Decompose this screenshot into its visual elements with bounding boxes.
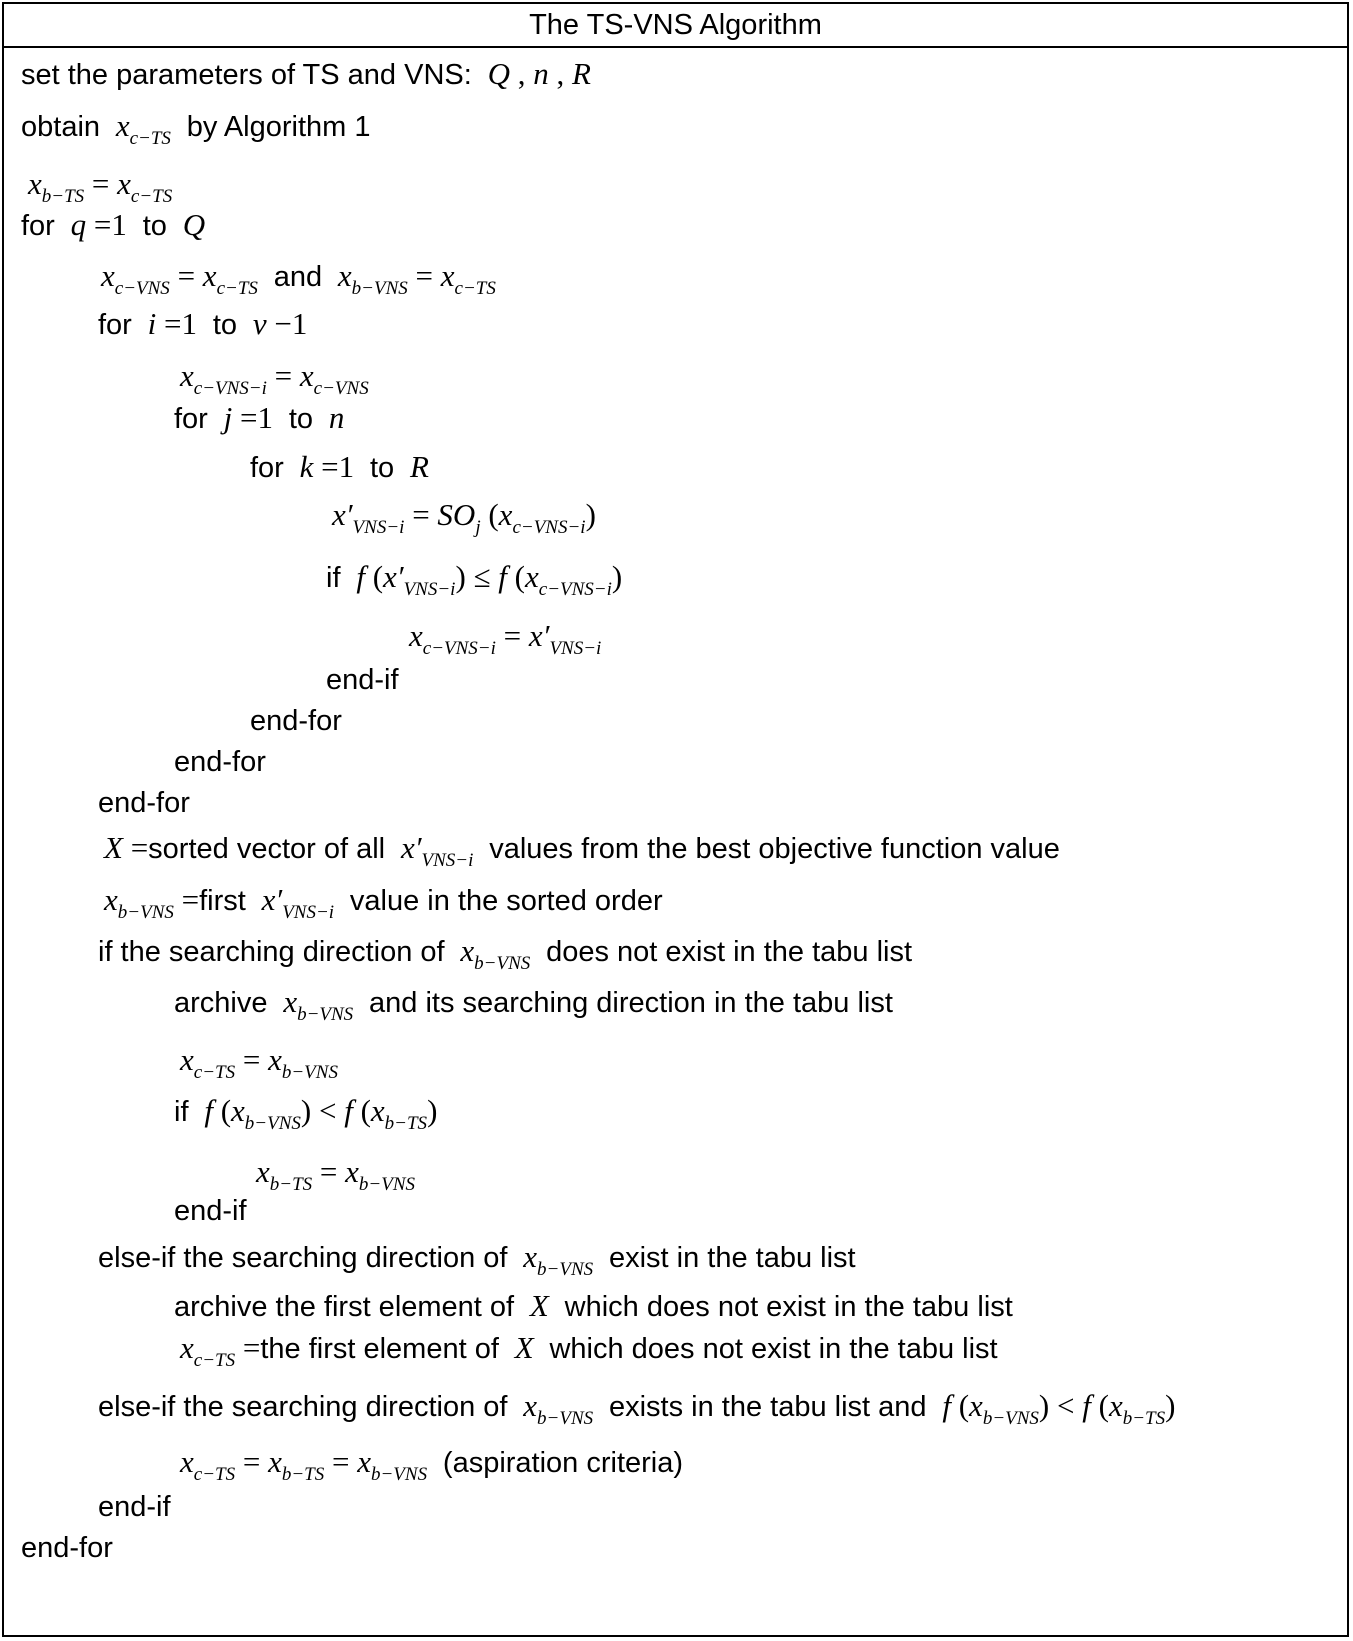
algo-line-else-if-aspiration: else-if the searching direction of $x_{b-VNS}$ exists in the tabu list and f $(x_{b-VNS}) < f$ $(x_{b-TS})$ [98, 1388, 1176, 1429]
algo-line-end-for-q: end-for [21, 1532, 113, 1564]
algo-line-if-improve: if f $(x'_{VNS-i}) \le f$ $(x_{c-VNS-i})$ [326, 559, 623, 600]
algo-line-shaking-operator: $x'_{VNS-i} = SO_j$ $(x_{c-VNS-i})$ [332, 497, 596, 538]
algo-line-else-if-tabu: else-if the searching direction of $x_{b-VNS}$ exist in the tabu list [98, 1239, 856, 1280]
algo-line-update-ts-best: $x_{b-TS} = x_{b-VNS}$ [256, 1154, 416, 1195]
algo-line-archive-first-element: archive the first element of X which does not exist in the tabu list [174, 1288, 1013, 1323]
algorithm-box [2, 2, 1349, 1637]
algo-line-end-for-k: end-for [250, 705, 342, 737]
algo-line-for-k: for k =1 to R [250, 449, 429, 484]
algo-line-end-if-better: end-if [174, 1195, 247, 1227]
algo-line-best-vns: $x_{b-VNS}$ =first $x'_{VNS-i}$ value in the sorted order [104, 882, 663, 923]
algo-line-sorted-vector: X =sorted vector of all $x'_{VNS-i}$ values from the best objective function value [104, 830, 1060, 871]
algo-line-for-q: for q =1 to Q [21, 207, 206, 242]
algo-line-assign-vns-i: $x_{c-VNS-i} = x_{c-VNS}$ [180, 358, 369, 399]
algo-line-end-if-outer: end-if [98, 1491, 171, 1523]
algo-line-init-best: $x_{b-TS} = x_{c-TS}$ [28, 166, 173, 207]
algo-line-set-parameters: set the parameters of TS and VNS: Q , n , R [21, 56, 591, 91]
algo-line-assign-first-element: $x_{c-TS} =the$ first element of X which does not exist in the tabu list [180, 1330, 998, 1371]
algo-line-end-for-j: end-for [174, 746, 266, 778]
algo-line-update-current: $x_{c-VNS-i} = x'_{VNS-i}$ [409, 618, 602, 659]
algo-line-archive: archive $x_{b-VNS}$ and its searching direction in the tabu list [174, 984, 893, 1025]
algo-line-if-better: if f $(x_{b-VNS}) < f$ $(x_{b-TS})$ [174, 1093, 438, 1134]
algo-line-end-if-inner: end-if [326, 664, 399, 696]
algo-line-for-i: for i =1 to v −1 [98, 306, 308, 341]
algo-line-for-j: for j =1 to n [174, 400, 345, 435]
algo-line-if-not-tabu: if the searching direction of $x_{b-VNS}$ does not exist in the tabu list [98, 933, 913, 974]
algo-line-vns-init: $x_{c-VNS} = x_{c-TS}$ and $x_{b-VNS} = x_{c-TS}$ [101, 258, 496, 299]
algo-line-aspiration-assign: $x_{c-TS} = x_{b-TS} = x_{b-VNS}$ (aspiration criteria) [180, 1444, 684, 1485]
algo-line-obtain: obtain $x_{c-TS}$ by Algorithm 1 [21, 108, 371, 149]
algorithm-title: The TS-VNS Algorithm [529, 8, 822, 41]
algo-line-update-ts-current: $x_{c-TS} = x_{b-VNS}$ [180, 1042, 338, 1083]
title-bar [4, 4, 1347, 48]
algo-line-end-for-i: end-for [98, 787, 190, 819]
